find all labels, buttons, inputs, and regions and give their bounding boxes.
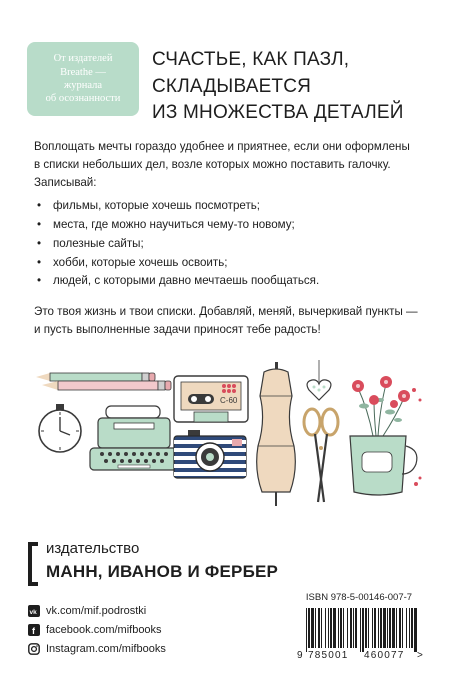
heart-icon (307, 360, 331, 400)
barcode-bar (402, 608, 403, 648)
social-link-instagram[interactable] (28, 640, 166, 657)
cassette-label: C-60 (220, 396, 238, 405)
list-item: • людей, с которыми давно мечтаешь пообщаться. (34, 272, 424, 291)
vk-icon (28, 605, 40, 617)
pencil-icon (42, 381, 171, 390)
badge-line: об осознанности (45, 93, 121, 105)
social-links (28, 602, 166, 659)
barcode-bar (378, 608, 379, 648)
illustration (28, 360, 428, 510)
barcode-bar (338, 608, 339, 648)
social-link-vk[interactable] (28, 602, 166, 619)
barcode-bar (328, 608, 329, 648)
barcode-digits-left: 785001 (308, 650, 349, 660)
intro-line: в списки небольших дел, возле которых можно поставить галочку. (34, 158, 391, 172)
publisher-name: МАНН, ИВАНОВ И ФЕРБЕР (46, 562, 279, 581)
barcode-digits-right: 460077 (364, 650, 405, 660)
social-link-facebook[interactable] (28, 621, 166, 638)
barcode-bar (392, 608, 395, 648)
dress-form-icon (257, 362, 296, 506)
barcode-bar (325, 608, 326, 648)
barcode-bar (362, 608, 364, 652)
list-item: • полезные сайты; (34, 235, 424, 254)
social-link-text: vk.com/mif.podrostki (46, 604, 147, 617)
headline (152, 47, 442, 127)
svg-text:f: f (32, 625, 35, 636)
barcode-bar (411, 608, 413, 648)
outro-line: Это твоя жизнь и твои списки. Добавляй, меняй, вычеркивай пункты — (34, 305, 418, 319)
headline-line: СЧАСТЬЕ, КАК ПАЗЛ, (152, 49, 350, 70)
list-item: • хобби, которые хочешь освоить; (34, 254, 424, 273)
barcode-bar (374, 608, 376, 648)
intro-line: Воплощать мечты гораздо удобнее и приятнее, если они оформлены (34, 140, 410, 153)
publisher-badge (27, 42, 139, 116)
barcode-bar (399, 608, 401, 648)
barcode-bar (355, 608, 357, 648)
barcode-bar (414, 608, 417, 652)
outro-line: и пусть выполненные задачи приносят тебе радость! (34, 323, 321, 337)
flower-vase-icon (350, 376, 422, 495)
isbn-text: ISBN 978-5-00146-007-7 (305, 592, 413, 603)
barcode-bar (330, 608, 332, 648)
barcode-bar (306, 608, 307, 652)
badge-line: журнала (63, 80, 103, 91)
list-item: • места, где можно научиться чему-то новому; (34, 216, 424, 235)
barcode (296, 606, 426, 660)
list-item: • фильмы, которые хочешь посмотреть; (34, 197, 424, 216)
facebook-icon (28, 624, 40, 636)
badge-line: Breathe — (60, 66, 106, 78)
barcode-bar (387, 608, 388, 648)
instagram-icon (28, 643, 40, 655)
barcode-bar (365, 608, 367, 648)
barcode-bar (368, 608, 369, 648)
clock-icon (39, 404, 81, 452)
barcode-bar (383, 608, 386, 648)
barcode-bar (318, 608, 320, 648)
barcode-bar (409, 608, 410, 648)
barcode-bar (396, 608, 397, 648)
barcode-digit-first: 9 (297, 650, 303, 660)
bullet-list (34, 197, 424, 291)
barcode-bar (406, 608, 407, 648)
scissors-icon (304, 409, 338, 502)
barcode-bar (372, 608, 373, 648)
barcode-bar (389, 608, 391, 648)
headline-line: СКЛАДЫВАЕТСЯ (152, 75, 312, 97)
barcode-bar (343, 608, 344, 648)
cassette-icon (174, 376, 248, 422)
camera-icon (174, 430, 246, 478)
social-link-text: facebook.com/mifbooks (46, 623, 162, 636)
typewriter-icon (90, 406, 178, 470)
badge-line: От издателей (53, 53, 113, 65)
svg-text:vk: vk (29, 608, 37, 616)
barcode-bar (350, 608, 352, 648)
barcode-bar (347, 608, 348, 648)
record-label: Записывай: (34, 176, 97, 190)
barcode-bar (353, 608, 354, 648)
headline-line: ИЗ МНОЖЕСТВА ДЕТАЛЕЙ (152, 102, 404, 124)
pencil-icon (36, 373, 155, 381)
barcode-bar (360, 608, 361, 652)
social-link-text: Instagram.com/mifbooks (46, 642, 166, 655)
barcode-bar (308, 608, 310, 648)
barcode-arrow: > (417, 650, 423, 660)
description (34, 138, 424, 339)
publisher-label: издательство (46, 540, 140, 557)
barcode-bar (311, 608, 314, 648)
barcode-bar (321, 608, 322, 648)
barcode-bar (333, 608, 336, 648)
bracket-mark (28, 542, 38, 586)
barcode-bar (315, 608, 316, 648)
barcode-bar (380, 608, 382, 648)
barcode-bar (340, 608, 342, 648)
